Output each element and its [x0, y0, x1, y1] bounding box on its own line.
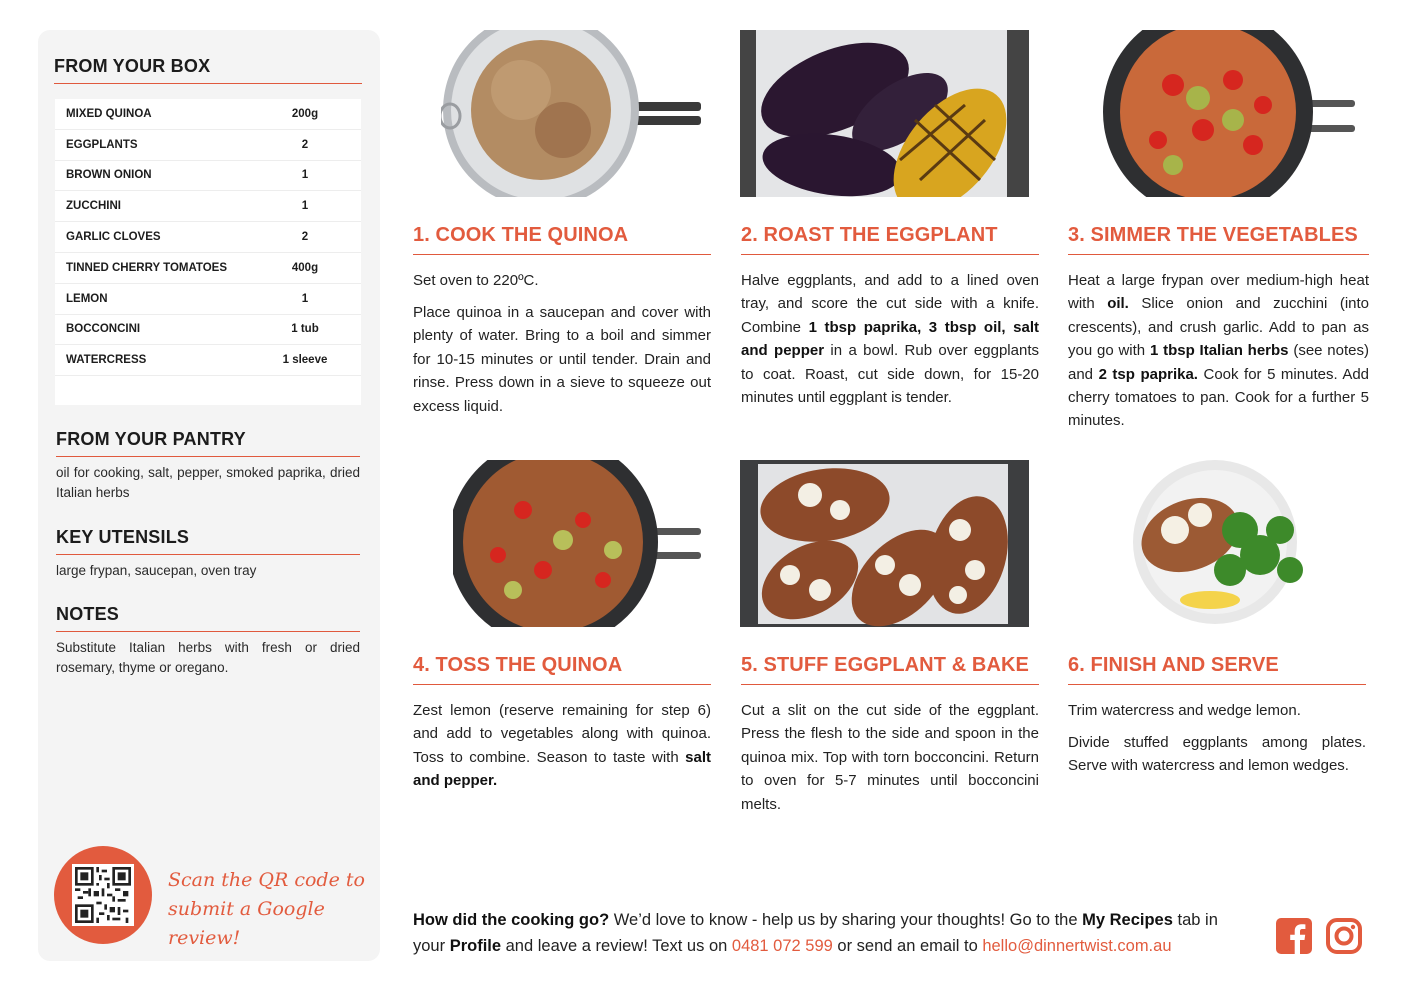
ingredient-name: EGGPLANTS — [66, 138, 138, 151]
ingredient-name: ZUCCHINI — [66, 200, 121, 213]
phone-link[interactable]: 0481 072 599 — [731, 936, 833, 955]
ingredient-qty: 400g — [291, 261, 319, 274]
text-run: Heat a large frypan over medium-high heat with — [1068, 272, 1369, 313]
step-title: 2. ROAST THE EGGPLANT — [741, 224, 1039, 255]
utensils-text: large frypan, saucepan, oven tray — [56, 563, 257, 578]
step-6 — [1068, 654, 1366, 786]
text-run: (see notes) and — [1068, 342, 1369, 383]
ingredient-qty: 1 tub — [291, 323, 319, 336]
qr-badge[interactable] — [54, 846, 152, 944]
step-title: 1. COOK THE QUINOA — [413, 224, 711, 255]
quinoa-saucepan-photo — [441, 30, 703, 197]
step-body — [413, 269, 711, 418]
footer-text: and leave a review! Text us on — [501, 936, 732, 955]
step-body — [413, 699, 711, 793]
step-body — [741, 269, 1039, 409]
step-4 — [413, 654, 711, 801]
step-text — [741, 269, 1039, 409]
ingredient-name: WATERCRESS — [66, 354, 147, 367]
from-your-box-title: FROM YOUR BOX — [54, 56, 362, 84]
step-title: 5. STUFF EGGPLANT & BAKE — [741, 654, 1039, 685]
bold-text: oil. — [1107, 295, 1129, 313]
bold-text: 1 tbsp paprika, 3 tbsp oil, salt and pepper — [741, 318, 1039, 360]
step-5 — [741, 654, 1039, 825]
step-title: 4. TOSS THE QUINOA — [413, 654, 711, 685]
pantry-text: oil for cooking, salt, pepper, smoked paprika, dried Italian herbs — [56, 465, 360, 500]
text-run: Slice onion and zucchini (into crescents), and crush garlic. Add to pan as you go with — [1068, 295, 1370, 360]
roast-eggplant-photo — [740, 30, 1029, 197]
step-body — [1068, 699, 1366, 778]
ingredient-row — [55, 130, 361, 161]
ingredient-row — [55, 222, 361, 253]
facebook-icon[interactable] — [1275, 917, 1313, 955]
notes-text: Substitute Italian herbs with fresh or dried rosemary, thyme or oregano. — [56, 640, 360, 675]
ingredient-row — [55, 284, 361, 315]
ingredient-qty: 1 sleeve — [282, 354, 328, 367]
step-title: 6. FINISH AND SERVE — [1068, 654, 1366, 685]
my-recipes-link[interactable]: My Recipes — [1082, 911, 1173, 929]
step-text — [1068, 269, 1369, 433]
stuffed-eggplant-photo — [740, 460, 1029, 627]
step-text: Divide stuffed eggplants among plates. Serve with watercress and lemon wedges. — [1068, 733, 1366, 775]
step-2 — [741, 224, 1039, 418]
footer-question: How did the cooking go? — [413, 911, 610, 929]
step-body — [1068, 269, 1369, 433]
bold-text: 1 tbsp Italian herbs — [1149, 342, 1289, 360]
simmer-vegetables-photo — [1103, 30, 1358, 197]
step-text: Set oven to 220ºC. — [413, 272, 539, 289]
step-1 — [413, 224, 711, 426]
footer-text: or send an email to — [832, 936, 983, 955]
finished-dish-photo — [1130, 460, 1320, 627]
qr-code-icon[interactable] — [72, 864, 134, 926]
email-link[interactable]: hello@dinnertwist.com.au — [982, 936, 1172, 955]
step-body — [741, 699, 1039, 816]
bold-text: 2 tsp paprika. — [1098, 365, 1198, 383]
ingredient-name: BOCCONCINI — [66, 323, 141, 336]
text-run: Cook for 5 minutes. Add cherry tomatoes to pan. Cook for a further 5 minutes. — [1068, 365, 1370, 430]
step-text: Trim watercress and wedge lemon. — [1068, 702, 1301, 719]
step-text: Cut a slit on the cut side of the eggplant. Press the flesh to the side and spoon in the quinoa mix. Top with torn bocconcini. Return to oven for 5-7 minutes until bocconcini melts. — [741, 702, 1039, 813]
text-run: in a bowl. Rub over eggplants to coat. Roast, cut side down, for 15-20 minutes until eggplant is tender. — [741, 342, 1039, 407]
qr-caption-line: submit a Google review! — [168, 898, 325, 949]
ingredient-row — [55, 345, 361, 376]
key-utensils-title: KEY UTENSILS — [56, 527, 360, 555]
qr-caption — [168, 866, 368, 953]
ingredient-row — [55, 315, 361, 346]
instagram-icon[interactable] — [1325, 917, 1363, 955]
step-text — [413, 699, 711, 793]
ingredient-row — [55, 253, 361, 284]
ingredient-row — [55, 161, 361, 192]
step-text: Place quinoa in a saucepan and cover with plenty of water. Bring to a boil and simmer for 10-15 minutes or until tender. Drain and rinse. Press down in a sieve to squeeze out excess liquid. — [413, 303, 711, 415]
footer-text: We’d love to know - help us by sharing your thoughts! Go to the — [609, 911, 1083, 929]
ingredient-qty: 2 — [301, 231, 309, 244]
ingredient-name: MIXED QUINOA — [66, 107, 152, 120]
text-run: Halve eggplants, and add to a lined oven tray, and score the cut side with a knife. Combine — [741, 272, 1039, 336]
ingredient-name: LEMON — [66, 292, 108, 305]
text-run: Zest lemon (reserve remaining for step 6) and add to vegetables along with quinoa. Toss to combine. Season to taste with — [413, 702, 711, 766]
feedback-footer — [413, 908, 1253, 959]
ingredient-qty: 200g — [291, 107, 319, 120]
ingredient-qty: 1 — [301, 200, 309, 213]
ingredient-row — [55, 99, 361, 130]
ingredient-name: TINNED CHERRY TOMATOES — [66, 261, 228, 274]
qr-caption-line: Scan the QR code to — [168, 869, 365, 891]
ingredient-qty: 1 — [301, 292, 309, 305]
notes-title: NOTES — [56, 604, 360, 632]
from-your-pantry-title: FROM YOUR PANTRY — [56, 429, 360, 457]
profile-link[interactable]: Profile — [449, 936, 502, 955]
footer-text: tab in your — [413, 911, 1218, 955]
toss-quinoa-photo — [453, 460, 703, 627]
ingredient-qty: 2 — [301, 138, 309, 151]
ingredients-table — [55, 99, 361, 405]
ingredient-qty: 1 — [301, 169, 309, 182]
step-title: 3. SIMMER THE VEGETABLES — [1068, 224, 1369, 255]
ingredient-name: GARLIC CLOVES — [66, 231, 161, 244]
step-3 — [1068, 224, 1369, 441]
bold-text: salt and pepper. — [413, 748, 711, 790]
ingredient-name: BROWN ONION — [66, 169, 152, 182]
ingredient-row — [55, 191, 361, 222]
sidebar — [38, 30, 380, 961]
